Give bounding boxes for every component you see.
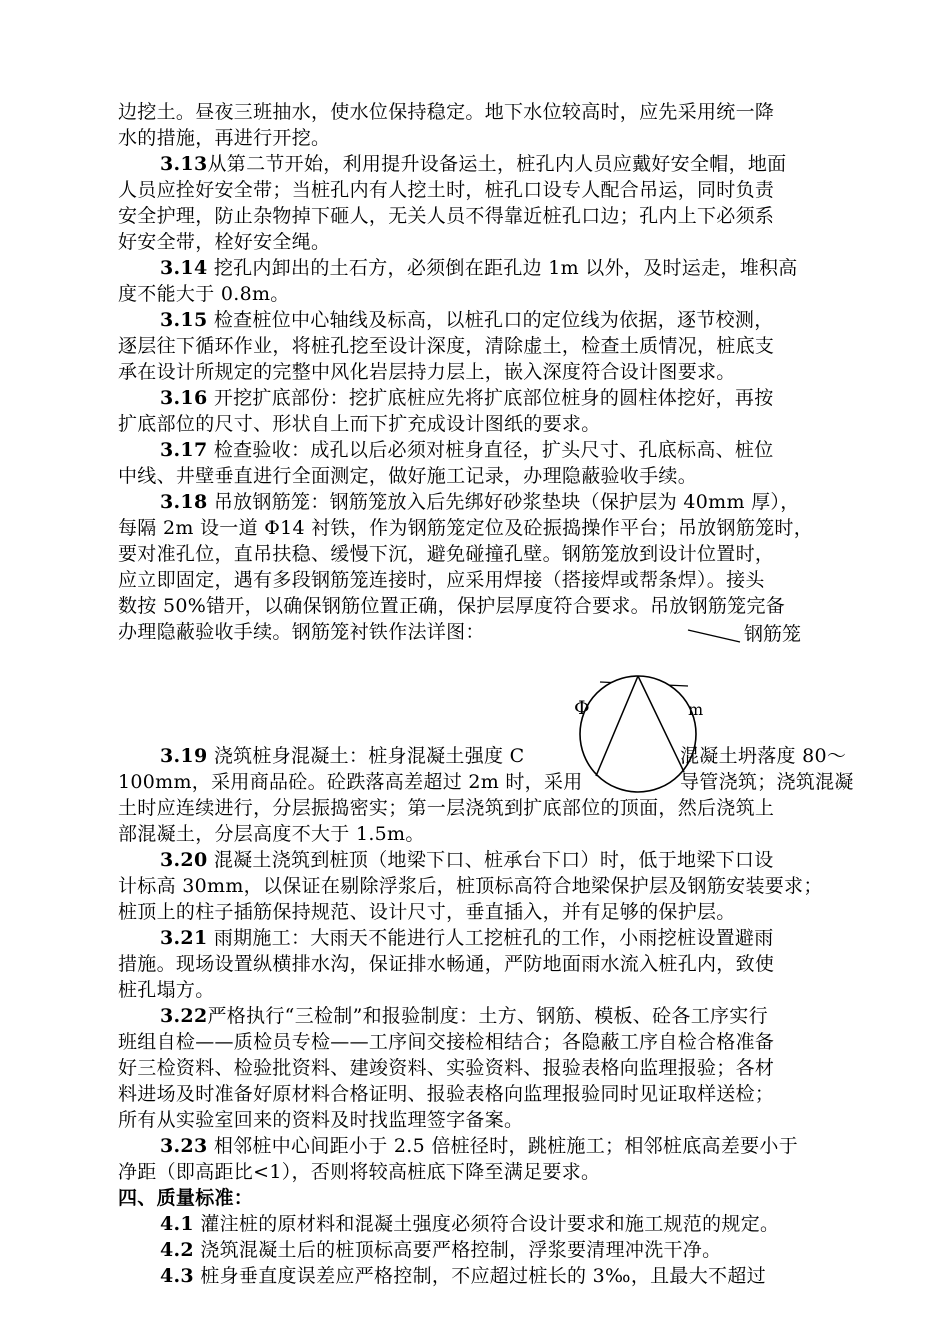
text-line: 安全护理，防止杂物掉下砸人，无关人员不得靠近桩孔口边；孔内上下必须系 [118, 205, 775, 227]
paragraph-4-2 [160, 1236, 888, 1264]
text-line: 措施。现场设置纵横排水沟，保证排水畅通，严防地面雨水流入桩孔内，致使 [118, 953, 775, 975]
text-line: 雨期施工：大雨天不能进行人工挖桩孔的工作，小雨挖桩设置避雨 [207, 927, 774, 949]
text-line: 从第二节开始，利用提升设备运土，桩孔内人员应戴好安全帽，地面 [207, 153, 787, 175]
text-fragment: 导管浇筑；浇筑混凝 [680, 771, 854, 793]
paragraph-3-23 [160, 1132, 888, 1160]
text-line: 所有从实验室回来的资料及时找监理签字备案。 [118, 1109, 524, 1131]
text-line: 扩底部位的尺寸、形状自上而下扩充成设计图纸的要求。 [118, 413, 601, 435]
text-line: 浇筑混凝土后的桩顶标高要严格控制，浮浆要清理冲洗干净。 [193, 1239, 722, 1261]
text-line: 承在设计所规定的完整中风化岩层持力层上，嵌入深度符合设计图要求。 [118, 361, 736, 383]
section-number: 3.22 [160, 1005, 208, 1027]
section-number: 3.23 [160, 1135, 208, 1157]
text-line: 桩顶上的柱子插筋保持规范、设计尺寸，垂直插入，并有足够的保护层。 [118, 901, 736, 923]
leader-line [688, 630, 740, 642]
text-line: 料进场及时准备好原材料合格证明、报验表格向监理报验同时见证取样送检； [118, 1083, 775, 1105]
text-line: 计标高 30mm，以保证在剔除浮浆后，桩顶标高符合地梁保护层及钢筋安装要求； [118, 875, 823, 897]
section-number: 4.3 [160, 1265, 194, 1287]
text-line: 每隔 2m 设一道 Φ14 衬铁，作为钢筋笼定位及砼振捣操作平台；吊放钢筋笼时， [118, 517, 814, 539]
paragraph-4-3 [160, 1262, 888, 1290]
paragraph-3-15 [160, 306, 888, 334]
figure-label-m: m [688, 700, 704, 719]
paragraph-3-17 [160, 436, 888, 464]
text-line: 灌注桩的原材料和混凝土强度必须符合设计要求和施工规范的规定。 [193, 1213, 780, 1235]
section-number: 4.1 [160, 1213, 194, 1235]
text-line: 办理隐蔽验收手续。钢筋笼衬铁作法详图： [118, 621, 485, 643]
text-line: 吊放钢筋笼：钢筋笼放入后先绑好砂浆垫块（保护层为 40mm 厚）， [207, 491, 800, 513]
text-line: 挖孔内卸出的土石方，必须倒在距孔边 1m 以外，及时运走，堆积高 [207, 257, 798, 279]
text-line: 浇筑桩身混凝土：桩身混凝土强度 C [207, 745, 525, 767]
text-line: 要对准孔位，直吊扶稳、缓慢下沉，避免碰撞孔壁。钢筋笼放到设计位置时， [118, 543, 775, 565]
text-line: 好安全带，栓好安全绳。 [118, 231, 331, 253]
paragraph-3-18 [160, 488, 888, 516]
text-line: 桩孔塌方。 [118, 979, 215, 1001]
text-line: 边挖土。昼夜三班抽水，使水位保持稳定。地下水位较高时，应先采用统一降 [118, 101, 775, 123]
section-number: 3.17 [160, 439, 208, 461]
text-line: 净距（即高距比<1），否则将较高桩底下降至满足要求。 [118, 1161, 601, 1183]
text-line: 100mm，采用商品砼。砼跌落高差超过 2m 时，采用 [118, 771, 583, 793]
section-number: 3.18 [160, 491, 208, 513]
section-number: 3.21 [160, 927, 208, 949]
text-line: 检查验收：成孔以后必须对桩身直径，扩头尺寸、孔底标高、桩位 [207, 439, 774, 461]
text-fragment: 混凝土坍落度 80～ [680, 745, 847, 767]
text-line: 应立即固定，遇有多段钢筋笼连接时，应采用焊接（搭接焊或帮条焊）。接头 [118, 569, 765, 591]
text-line: 开挖扩底部份：挖扩底桩应先将扩底部位桩身的圆柱体挖好，再按 [207, 387, 774, 409]
paragraph-3-21 [160, 924, 888, 952]
paragraph-3-14 [160, 254, 888, 282]
text-line: 检查桩位中心轴线及标高，以桩孔口的定位线为依据，逐节校测， [207, 309, 774, 331]
section-number: 3.13 [160, 153, 208, 175]
text-line: 逐层往下循环作业，将桩孔挖至设计深度，清除虚土，检查土质情况，桩底支 [118, 335, 775, 357]
section-number: 3.16 [160, 387, 208, 409]
section-number: 3.20 [160, 849, 208, 871]
paragraph-4-1 [160, 1210, 888, 1238]
paragraph-3-22 [160, 1002, 888, 1030]
figure-label-phi: Φ [574, 697, 590, 719]
text-line: 班组自检——质检员专检——工序间交接检相结合；各隐蔽工序自检合格准备 [118, 1031, 775, 1053]
section-number: 3.19 [160, 745, 208, 767]
section-number: 3.15 [160, 309, 208, 331]
text-line: 相邻桩中心间距小于 2.5 倍桩径时，跳桩施工；相邻桩底高差要小于 [207, 1135, 799, 1157]
text-line: 混凝土浇筑到桩顶（地梁下口、桩承台下口）时，低于地梁下口设 [207, 849, 774, 871]
text-line: 中线、井壁垂直进行全面测定，做好施工记录，办理隐蔽验收手续。 [118, 465, 698, 487]
section-number: 4.2 [160, 1239, 194, 1261]
text-line: 数按 50%错开，以确保钢筋位置正确，保护层厚度符合要求。吊放钢筋笼完备 [118, 595, 786, 617]
text-line: 土时应连续进行，分层振捣密实；第一层浇筑到扩底部位的顶面，然后浇筑上 [118, 797, 775, 819]
text-line: 水的措施，再进行开挖。 [118, 127, 331, 149]
text-line: 人员应拴好安全带；当桩孔内有人挖土时，桩孔口设专人配合吊运，同时负责 [118, 179, 775, 201]
text-line: 好三检资料、检验批资料、建竣资料、实验资料、报验表格向监理报验；各材 [118, 1057, 775, 1079]
paragraph-3-13 [160, 150, 888, 178]
figure-label-cage: 钢筋笼 [744, 623, 802, 645]
paragraph-3-16 [160, 384, 888, 412]
text-line: 桩身垂直度误差应严格控制，不应超过桩长的 3‰，且最大不超过 [193, 1265, 766, 1287]
text-line: 部混凝土，分层高度不大于 1.5m。 [118, 823, 425, 845]
text-line: 严格执行“三检制”和报验制度：土方、钢筋、模板、砼各工序实行 [207, 1005, 768, 1027]
text-line: 度不能大于 0.8m。 [118, 283, 290, 305]
section-heading-quality: 四、质量标准： [118, 1187, 254, 1209]
paragraph-3-20 [160, 846, 888, 874]
section-number: 3.14 [160, 257, 208, 279]
